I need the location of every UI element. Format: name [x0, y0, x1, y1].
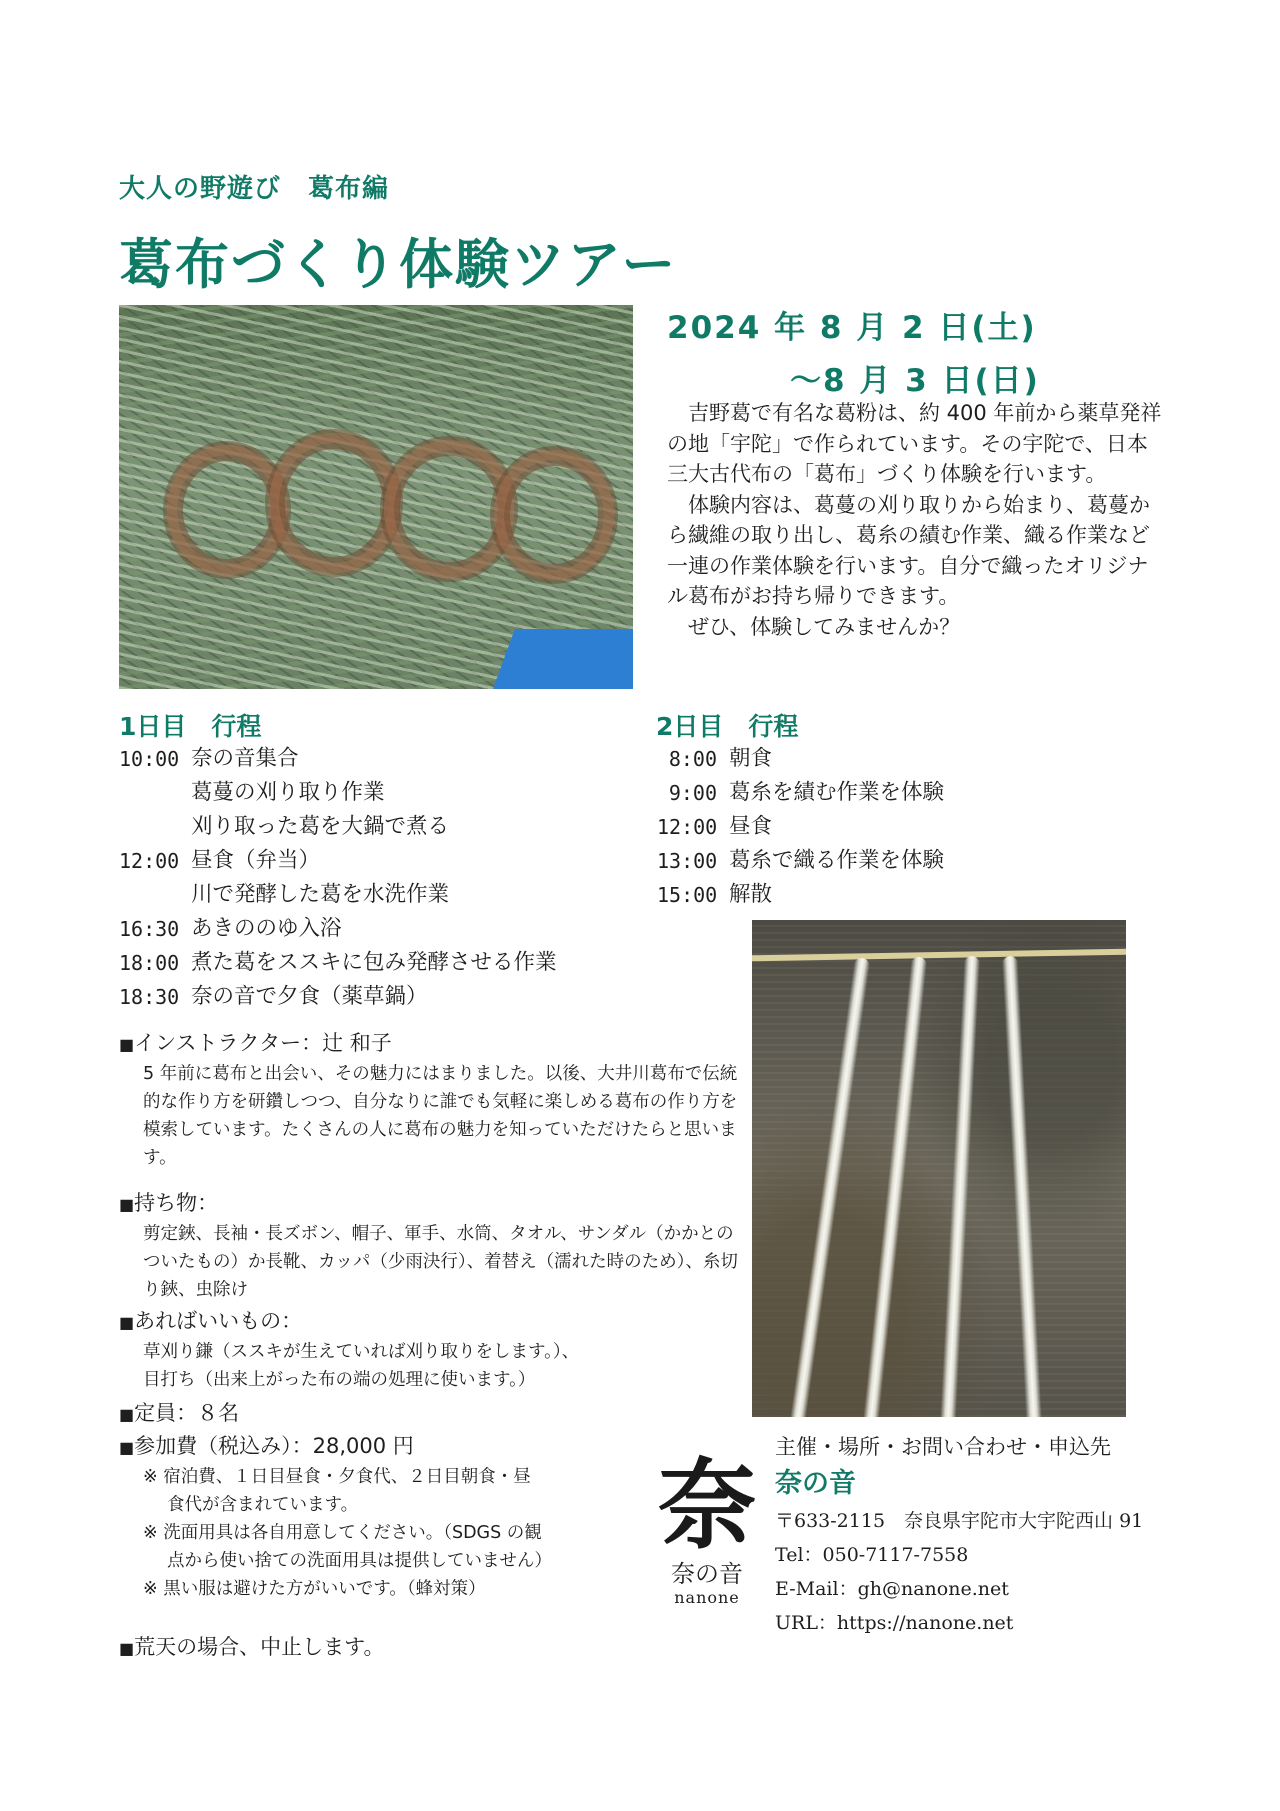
schedule-activity: 煮た葛をススキに包み発酵させる作業	[191, 950, 557, 975]
schedule-activity: あきののゆ入浴	[191, 916, 342, 941]
schedule-activity: 葛糸を績む作業を体験	[729, 780, 945, 805]
instructor-section	[119, 1028, 744, 1172]
logo-latin: nanone	[674, 1588, 740, 1607]
schedule-row	[119, 844, 557, 878]
optional-item: 草刈り鎌（ススキが生えていれば刈り取りをします。）、	[143, 1342, 580, 1362]
intro-text	[667, 398, 1167, 642]
schedule-row	[657, 844, 944, 878]
schedule-row	[119, 742, 557, 776]
belongings-section	[119, 1188, 744, 1304]
fee-note-line: ※ 宿泊費、１日目昼食・夕食代、２日目朝食・昼	[143, 1467, 531, 1487]
weather-notice: 荒天の場合、中止します。	[134, 1635, 385, 1659]
belongings-heading: 持ち物：	[134, 1191, 219, 1215]
bullet-square: ■	[119, 1438, 135, 1457]
schedule-row	[119, 878, 557, 912]
optional-items-section	[119, 1306, 744, 1394]
kudzu-grass-photo	[119, 305, 633, 689]
day2-schedule	[657, 742, 944, 912]
intro-paragraph: 吉野葛で有名な葛粉は、約 400 年前から薬草発祥の地「宇陀」で作られています。その宇陀で、日本三大古代布の「葛布」づくり体験を行います。	[667, 401, 1162, 486]
day2-heading: 2日目 行程	[656, 712, 799, 741]
schedule-time: 18:00	[119, 951, 180, 975]
schedule-activity: 昼食（弁当）	[191, 848, 321, 873]
schedule-time: 18:30	[119, 985, 180, 1009]
instructor-heading: インストラクター：辻 和子	[134, 1031, 392, 1055]
schedule-time: 12:00	[657, 815, 718, 839]
schedule-time: 13:00	[657, 849, 718, 873]
intro-paragraph: 体験内容は、葛蔓の刈り取りから始まり、葛蔓から繊維の取り出し、葛糸の績む作業、織る作業など一連の作業体験を行います。自分で織ったオリジナル葛布がお持ち帰りできます。	[667, 492, 1150, 608]
schedule-row	[119, 776, 557, 810]
contact-url: URL：https://nanone.net	[775, 1612, 1014, 1634]
schedule-activity: 葛蔓の刈り取り作業	[191, 780, 385, 805]
schedule-activity: 朝食	[729, 746, 773, 771]
contact-label: 主催・場所・お問い合わせ・申込先	[775, 1435, 1111, 1459]
instructor-bio: 5 年前に葛布と出会い、その魅力にはまりました。以後、大井川葛布で伝統的な作り方を研鑽しつつ、自分なりに誰でも気軽に楽しめる葛布の作り方を模索しています。たくさんの人に葛布の魅力を知っていただけたらと思います。	[143, 1064, 738, 1168]
schedule-row	[119, 946, 557, 980]
schedule-activity: 川で発酵した葛を水洗作業	[191, 882, 450, 907]
bullet-square: ■	[119, 1313, 135, 1332]
bullet-square: ■	[119, 1195, 135, 1214]
schedule-activity: 奈の音で夕食（薬草鍋）	[191, 984, 428, 1009]
fee-note-line: ※ 洗面用具は各自用意してください。（SDGS の観	[143, 1523, 542, 1543]
schedule-row	[657, 776, 944, 810]
fee-note-line: 点から使い捨ての洗面用具は提供していません）	[167, 1551, 552, 1571]
capacity-section	[119, 1398, 744, 1430]
intro-paragraph: ぜひ、体験してみませんか？	[688, 614, 961, 639]
schedule-activity: 解散	[729, 882, 773, 907]
contact-address: 〒633-2115 奈良県宇陀市大宇陀西山 91	[775, 1510, 1144, 1532]
fee-note-line: ※ 黒い服は避けた方がいいです。（蜂対策）	[143, 1579, 486, 1599]
logo-kana: 奈の音	[671, 1560, 743, 1588]
schedule-row	[119, 980, 557, 1014]
date-end: ～8 月 3 日(日)	[790, 363, 1040, 399]
schedule-row	[119, 810, 557, 844]
fee-note-line: 食代が含まれています。	[167, 1495, 359, 1515]
schedule-time: 8:00	[668, 747, 717, 771]
organizer-name: 奈の音	[775, 1468, 856, 1499]
schedule-activity: 昼食	[729, 814, 773, 839]
schedule-time: 9:00	[668, 781, 717, 805]
date-start: 2024 年 8 月 2 日(土)	[667, 310, 1037, 346]
river-kudzu-fiber-photo	[752, 920, 1126, 1417]
schedule-activity: 葛糸で織る作業を体験	[729, 848, 945, 873]
bullet-square: ■	[119, 1035, 135, 1054]
day1-schedule	[119, 742, 557, 1014]
schedule-activity: 奈の音集合	[191, 746, 299, 771]
schedule-time: 12:00	[119, 849, 180, 873]
day1-heading: 1日目 行程	[119, 712, 262, 741]
capacity-heading: 定員：８名	[134, 1401, 240, 1425]
weather-section	[119, 1632, 744, 1664]
subtitle: 大人の野遊び 葛布編	[119, 174, 390, 204]
schedule-activity: 刈り取った葛を大鍋で煮る	[191, 814, 450, 839]
schedule-row	[119, 912, 557, 946]
nanone-logo	[647, 1448, 767, 1607]
optional-item: 目打ち（出来上がった布の端の処理に使います。）	[143, 1370, 536, 1390]
fee-heading: 参加費（税込み）：28,000 円	[134, 1434, 414, 1458]
belongings-list: 剪定鋏、長袖・長ズボン、帽子、軍手、水筒、タオル、サンダル（かかとのついたもの）か長靴、カッパ（少雨決行）、着替え（濡れた時のため）、糸切り鋏、虫除け	[143, 1224, 738, 1300]
schedule-row	[657, 878, 944, 912]
contact-tel: Tel：050-7117-7558	[775, 1544, 969, 1566]
schedule-row	[657, 810, 944, 844]
schedule-time: 16:30	[119, 917, 180, 941]
schedule-row	[657, 742, 944, 776]
schedule-time: 10:00	[119, 747, 180, 771]
bullet-square: ■	[119, 1639, 135, 1658]
bullet-square: ■	[119, 1405, 135, 1424]
schedule-time: 15:00	[657, 883, 718, 907]
page-title: 葛布づくり体験ツアー	[119, 233, 678, 296]
logo-mark: 奈	[657, 1448, 756, 1563]
optional-items-heading: あればいいもの：	[134, 1309, 303, 1333]
contact-block	[775, 1430, 1143, 1640]
contact-email: E-Mail：gh@nanone.net	[775, 1578, 1009, 1600]
